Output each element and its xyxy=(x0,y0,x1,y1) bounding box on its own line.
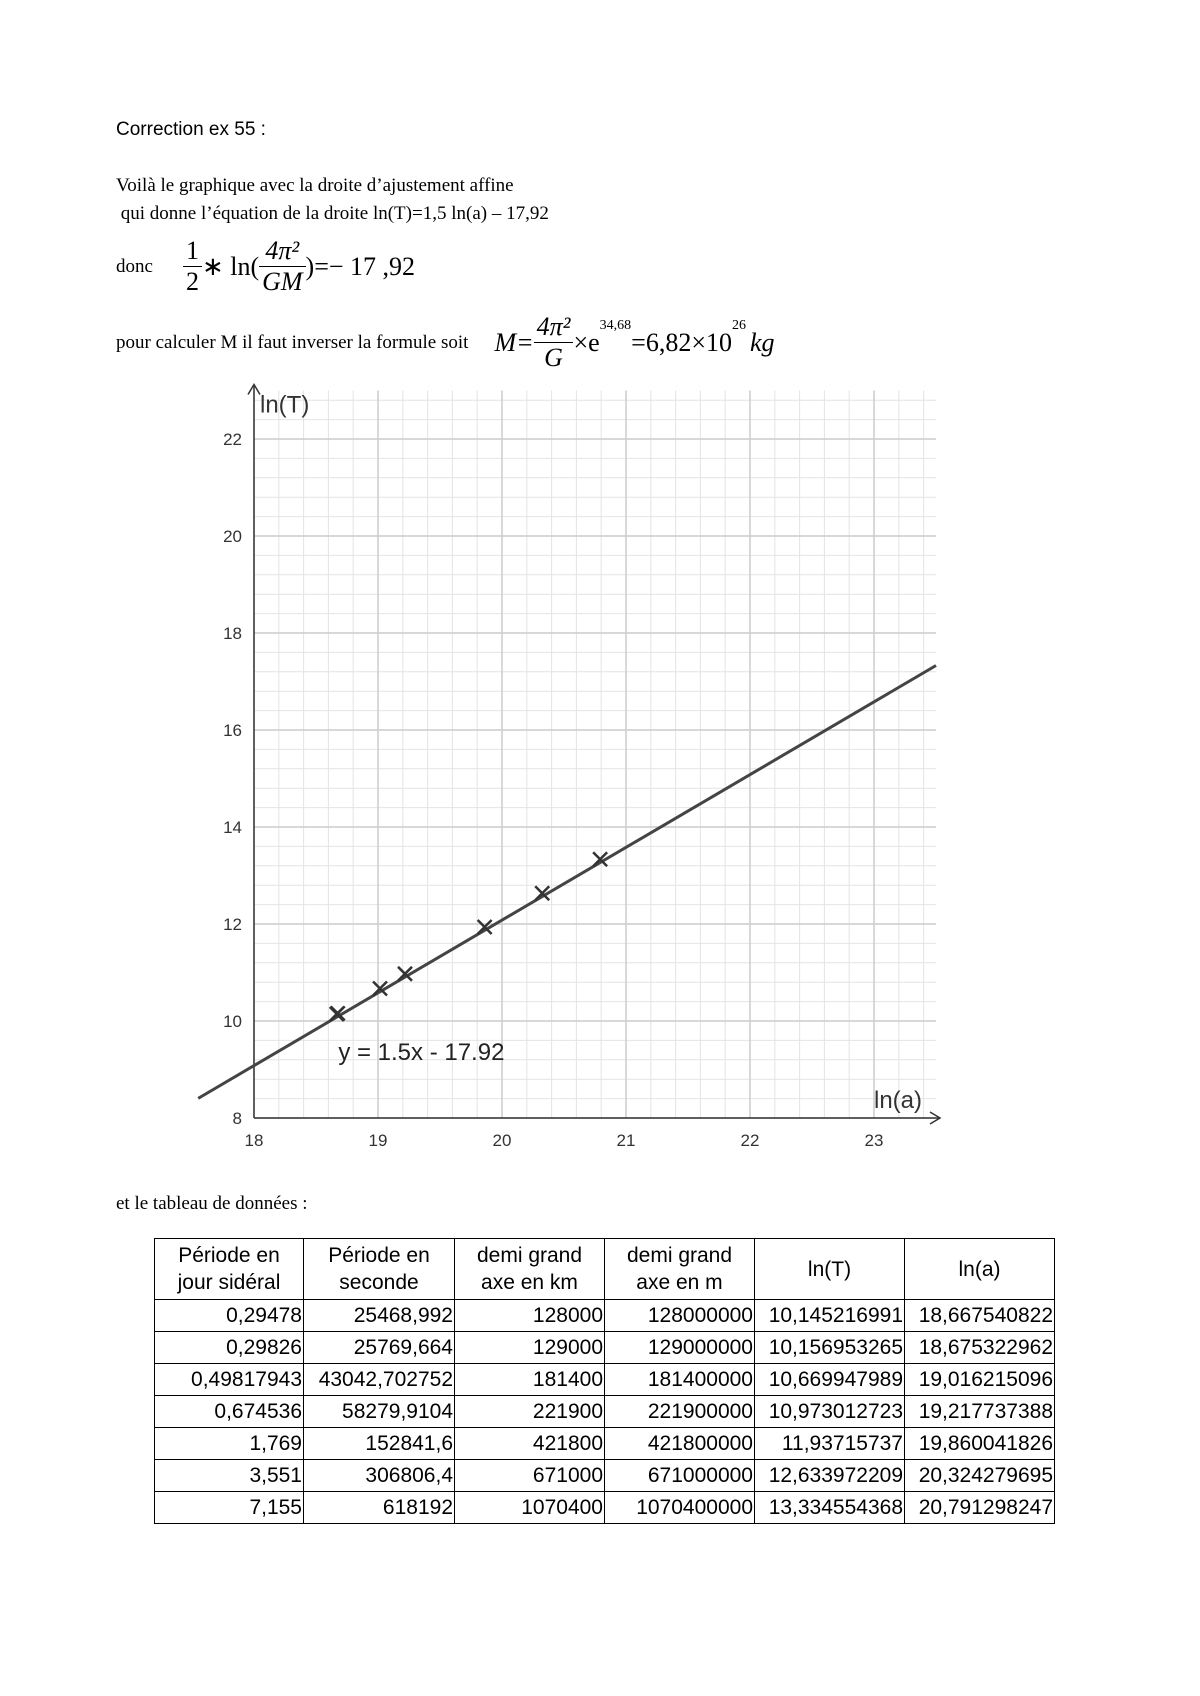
table-cell: 1070400000 xyxy=(605,1492,755,1524)
x-tick-label: 20 xyxy=(492,1131,512,1150)
table-row xyxy=(155,1332,1055,1364)
mass-denominator: G xyxy=(544,343,563,372)
table-cell: 0,674536 xyxy=(155,1396,304,1428)
x-tick-label: 22 xyxy=(740,1131,760,1150)
y-tick-label: 20 xyxy=(223,527,242,546)
table-cell: 10,156953265 xyxy=(755,1332,905,1364)
table-cell: 181400000 xyxy=(605,1364,755,1396)
header-text: Période en xyxy=(328,1244,430,1267)
table-header-cell xyxy=(455,1239,605,1300)
table-header-cell xyxy=(155,1239,304,1300)
heading: Correction ex 55 : xyxy=(116,119,266,140)
inner-numerator: 4π² xyxy=(259,236,305,267)
table-cell: 0,29478 xyxy=(155,1300,304,1332)
table-cell: 10,669947989 xyxy=(755,1364,905,1396)
table-cell: 20,324279695 xyxy=(905,1460,1055,1492)
table-cell: 618192 xyxy=(304,1492,455,1524)
y-axis-label: ln(T) xyxy=(260,391,310,419)
header-text: axe en km xyxy=(481,1271,578,1294)
times-e: ×e xyxy=(573,327,600,357)
tick-labels xyxy=(223,430,883,1150)
table-row xyxy=(155,1300,1055,1332)
data-table xyxy=(154,1238,1055,1524)
y-tick-label: 10 xyxy=(223,1012,242,1031)
table-cell: 128000000 xyxy=(605,1300,755,1332)
table-row xyxy=(155,1364,1055,1396)
table-cell: 10,973012723 xyxy=(755,1396,905,1428)
table-cell: 18,675322962 xyxy=(905,1332,1055,1364)
equation-label: y = 1.5x - 17.92 xyxy=(338,1038,505,1066)
table-cell: 11,93715737 xyxy=(755,1428,905,1460)
table-cell: 43042,702752 xyxy=(304,1364,455,1396)
intro-line-2: qui donne l’équation de la droite ln(T)=1,5 ln(a) – 17,92 xyxy=(116,203,549,224)
table-cell: 421800000 xyxy=(605,1428,755,1460)
y-tick-label: 18 xyxy=(223,624,242,643)
header-text: ln(a) xyxy=(958,1257,1001,1281)
half-numerator: 1 xyxy=(183,236,202,267)
table-cell: 58279,9104 xyxy=(304,1396,455,1428)
table-cell: 129000 xyxy=(455,1332,605,1364)
table-cell: 181400 xyxy=(455,1364,605,1396)
table-cell: 20,791298247 xyxy=(905,1492,1055,1524)
table-cell: 221900000 xyxy=(605,1396,755,1428)
result-exponent: 26 xyxy=(732,318,746,333)
table-header-cell xyxy=(755,1239,905,1300)
table-cell: 25769,664 xyxy=(304,1332,455,1364)
table-cell: 671000 xyxy=(455,1460,605,1492)
y-tick-label: 22 xyxy=(223,430,242,449)
header-text: jour sidéral xyxy=(177,1271,281,1294)
table-row xyxy=(155,1460,1055,1492)
header-text: demi grand xyxy=(476,1244,583,1267)
mass-result: =6,82×10 xyxy=(631,327,732,357)
x-tick-label: 18 xyxy=(244,1131,264,1150)
header-text: demi grand xyxy=(626,1244,733,1267)
formula2-lhs: M= xyxy=(494,327,534,357)
half-denominator: 2 xyxy=(185,267,199,296)
table-cell: 152841,6 xyxy=(304,1428,455,1460)
intro-line-1: Voilà le graphique avec la droite d’ajustement affine xyxy=(116,175,514,196)
table-cell: 306806,4 xyxy=(304,1460,455,1492)
table-cell: 19,016215096 xyxy=(905,1364,1055,1396)
major-grid xyxy=(254,391,936,1119)
x-tick-label: 21 xyxy=(616,1131,636,1150)
y-tick-label: 16 xyxy=(223,721,242,740)
table-cell: 221900 xyxy=(455,1396,605,1428)
table-body xyxy=(155,1300,1055,1524)
table-cell: 1070400 xyxy=(455,1492,605,1524)
table-cell: 12,633972209 xyxy=(755,1460,905,1492)
table-row xyxy=(155,1492,1055,1524)
axes xyxy=(248,385,940,1125)
table-cell: 129000000 xyxy=(605,1332,755,1364)
table-header-row xyxy=(155,1239,1055,1300)
x-tick-label: 23 xyxy=(864,1131,884,1150)
header-text: ln(T) xyxy=(807,1257,852,1281)
table-cell: 18,667540822 xyxy=(905,1300,1055,1332)
table-cell: 13,334554368 xyxy=(755,1492,905,1524)
table-cell: 10,145216991 xyxy=(755,1300,905,1332)
table-cell: 0,29826 xyxy=(155,1332,304,1364)
y-tick-label: 8 xyxy=(232,1109,242,1128)
table-header-cell xyxy=(605,1239,755,1300)
header-text: Période en xyxy=(178,1244,280,1267)
table-cell: 128000 xyxy=(455,1300,605,1332)
table-cell: 19,217737388 xyxy=(905,1396,1055,1428)
minor-grid xyxy=(254,391,936,1119)
table-row xyxy=(155,1428,1055,1460)
header-text: axe en m xyxy=(636,1271,723,1294)
table-cell: 1,769 xyxy=(155,1428,304,1460)
e-exponent: 34,68 xyxy=(599,318,632,333)
x-tick-label: 19 xyxy=(368,1131,388,1150)
mass-unit: kg xyxy=(750,327,775,357)
x-axis-label: ln(a) xyxy=(874,1087,923,1114)
table-cell: 0,49817943 xyxy=(155,1364,304,1396)
star-ln: ∗ ln( xyxy=(201,251,260,281)
y-tick-label: 12 xyxy=(223,915,242,934)
formula1-prefix: donc xyxy=(116,255,153,277)
table-header-cell xyxy=(905,1239,1055,1300)
table-header-cell xyxy=(304,1239,455,1300)
table-cell: 671000000 xyxy=(605,1460,755,1492)
inner-denominator: GM xyxy=(262,267,303,296)
table-intro: et le tableau de données : xyxy=(116,1193,308,1214)
formula1-rhs: )=− 17 ,92 xyxy=(305,251,416,281)
table-cell: 3,551 xyxy=(155,1460,304,1492)
table-cell: 19,860041826 xyxy=(905,1428,1055,1460)
table-cell: 421800 xyxy=(455,1428,605,1460)
mass-numerator: 4π² xyxy=(534,312,574,343)
table-cell: 7,155 xyxy=(155,1492,304,1524)
table-cell: 25468,992 xyxy=(304,1300,455,1332)
table-row xyxy=(155,1396,1055,1428)
header-text: seconde xyxy=(339,1271,419,1294)
formula2-prefix: pour calculer M il faut inverser la formule soit xyxy=(116,331,469,353)
y-tick-label: 14 xyxy=(223,818,242,837)
